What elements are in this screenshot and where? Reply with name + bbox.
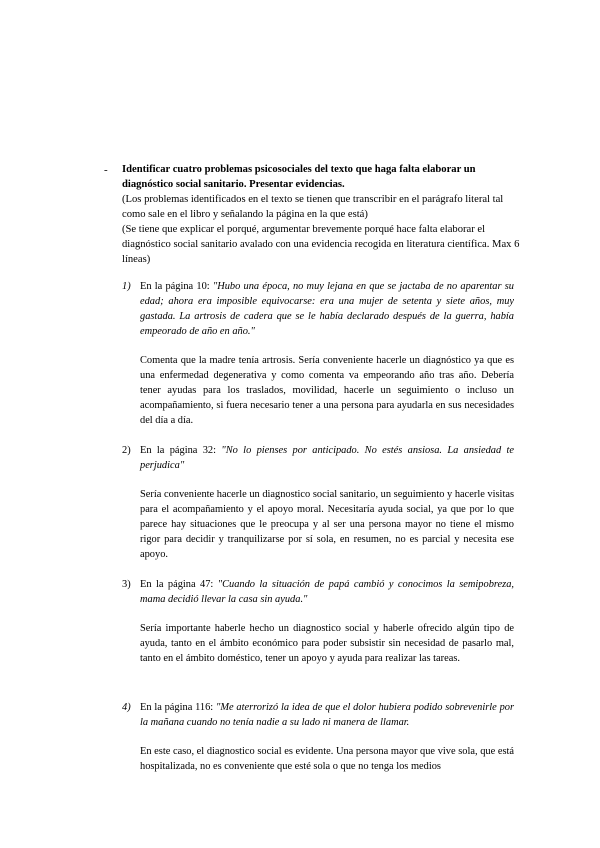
item-quote-block — [140, 443, 514, 473]
item-number: 2) — [122, 445, 131, 456]
item-page-ref: En la página 10: — [140, 281, 213, 292]
task-note-transcribe: (Los problemas identificados en el texto se tienen que transcribir en el parágrafo literal tal como sale en el libro y señalando la página en la que está) — [122, 194, 504, 220]
item-comment: Sería importante haberle hecho un diagnostico social y haberle ofrecido algún tipo de ayuda, tanto en el ámbito económico para poder subsistir sin necesidad de pasarlo mal, tanto en el ámbito doméstico, tener un apoyo y ayuda para realizar las tareas. — [140, 623, 514, 664]
problem-item-1 — [122, 279, 514, 428]
item-quote: "Me aterrorizó la idea de que el dolor hubiera podido sobrevenirle por la mañana cuando no tenía nadie a su lado ni manera de llamar. — [140, 702, 515, 728]
item-quote-block — [140, 577, 514, 607]
task-title: Identificar cuatro problemas psicosociales del texto que haga falta elaborar un diagnóstico social sanitario. Presentar evidencias. — [122, 164, 476, 190]
item-comment: Comenta que la madre tenía artrosis. Sería conveniente hacerle un diagnóstico ya que es una enfermedad degenerativa y como comenta va empeorando año tras año. Debería tener ayudas para los traslados, movilidad, hacerle un seguimiento o incluso un acompañamiento, si fuera necesario tener a una persona para ayudarla en sus necesidades del día a día. — [140, 355, 514, 426]
item-quote: "Cuando la situación de papá cambió y conocimos la semipobreza, mama decidió llevar la casa sin ayuda." — [140, 579, 514, 605]
task-header — [122, 162, 522, 267]
problem-item-2 — [122, 443, 514, 562]
item-quote-block — [140, 700, 514, 730]
item-quote: "Hubo una época, no muy lejana en que se jactaba de no aparentar su edad; ahora era imposible equivocarse: era una mujer de setenta y siete años, muy gastada. La artrosis de cadera que se le había declarado después de la guerra, había empeorado de año en año." — [140, 281, 515, 337]
item-number: 1) — [122, 281, 131, 292]
item-page-ref: En la página 32: — [140, 445, 222, 456]
list-dash: - — [104, 164, 108, 176]
task-note-explain: (Se tiene que explicar el porqué, argumentar brevemente porqué hace falta elaborar el diagnóstico social sanitario avalado con una evidencia recogida en literatura científica. Max 6 líneas) — [122, 224, 520, 265]
item-quote: "No lo pienses por anticipado. No estés ansiosa. La ansiedad te perjudica" — [140, 445, 515, 471]
problem-item-3 — [122, 577, 514, 666]
item-page-ref: En la página 47: — [140, 579, 218, 590]
item-comment: En este caso, el diagnostico social es evidente. Una persona mayor que vive sola, que está hospitalizada, no es conveniente que esté sola o que no tenga los medios — [140, 746, 514, 772]
item-page-ref: En la página 116: — [140, 702, 216, 713]
item-comment: Sería conveniente hacerle un diagnostico social sanitario, un seguimiento y hacerle visitas para el acompañamiento y el apoyo moral. Necesitaría ayuda social, ya que por lo que parece hay situaciones que le preocupa y al ser una persona mayor no tiene el mismo rigor para decidir y tranquilizarse por sí sola, en resumen, no es parcial y necesita ese apoyo. — [140, 489, 514, 560]
problem-item-4 — [122, 700, 514, 774]
item-quote-block — [140, 279, 514, 339]
item-number: 4) — [122, 702, 131, 713]
item-number: 3) — [122, 579, 131, 590]
